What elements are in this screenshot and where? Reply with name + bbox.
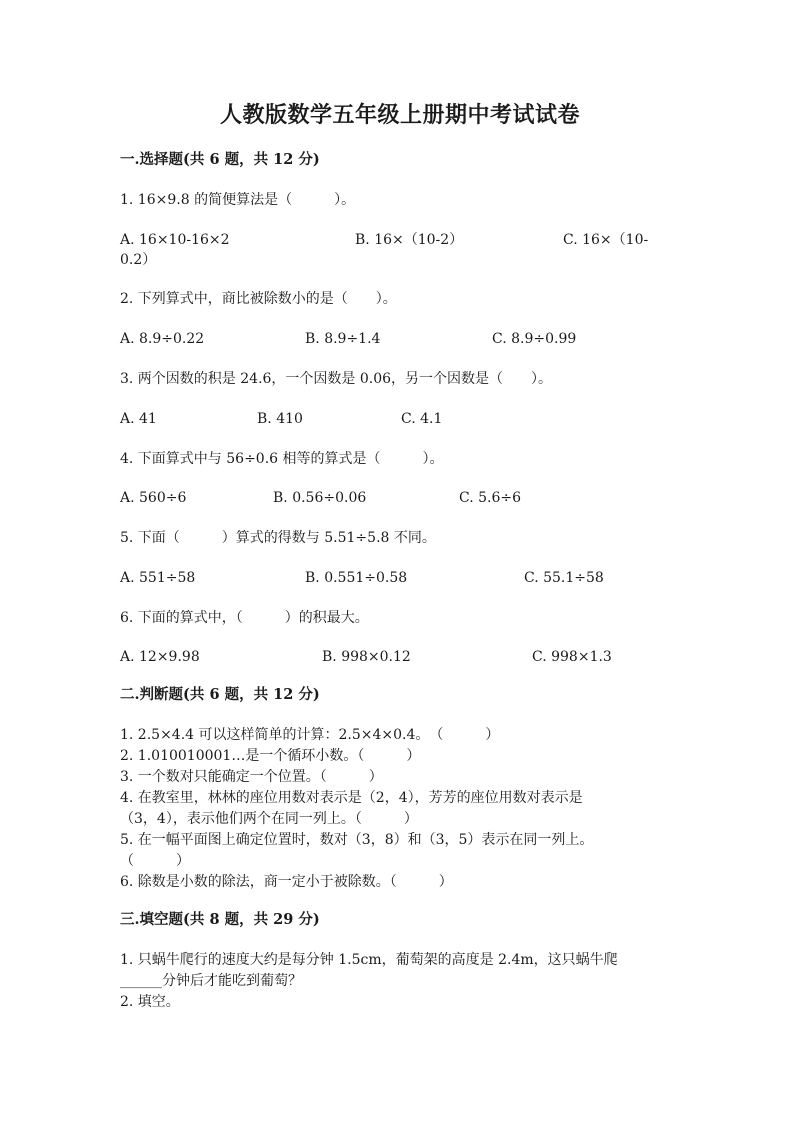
page-title: 人教版数学五年级上册期中考试试卷: [219, 102, 580, 128]
option-a: A. 41: [120, 411, 157, 427]
option-c: C. 8.9÷0.99: [492, 331, 577, 347]
section-heading-choice: 一.选择题(共 6 题，共 12 分): [120, 151, 320, 168]
option-c: C. 998×1.3: [532, 649, 612, 665]
judgement-line: 5. 在一幅平面图上确定位置时，数对（3，8）和（3，5）表示在同一列上。: [120, 832, 594, 848]
option-a: A. 16×10-16×2: [120, 232, 230, 248]
judgement-line: （3，4），表示他们两个在同一列上。（ ）: [120, 811, 418, 827]
fill-in-line: ______分钟后才能吃到葡萄？: [120, 973, 302, 989]
fill-in-line: 1. 只蜗牛爬行的速度大约是每分钟 1.5cm，葡萄架的高度是 2.4m，这只蜗牛爬: [120, 952, 618, 968]
judgement-line: （ ）: [120, 853, 190, 869]
judgement-line: 3. 一个数对只能确定一个位置。（ ）: [120, 769, 383, 785]
option-c: C. 55.1÷58: [524, 570, 604, 586]
option-a: A. 560÷6: [120, 490, 187, 506]
question-stem: 3. 两个因数的积是 24.6，一个因数是 0.06，另一个因数是（ ）。: [120, 371, 553, 387]
option-c: C. 5.6÷6: [459, 490, 522, 506]
judgement-line: 1. 2.5×4.4 可以这样简单的计算：2.5×4×0.4。 （ ）: [120, 727, 500, 743]
option-c: C. 4.1: [401, 411, 443, 427]
option-b: B. 998×0.12: [322, 649, 411, 665]
option-b: B. 0.551÷0.58: [305, 570, 408, 586]
judgement-line: 2. 1.010010001…是一个循环小数。（ ）: [120, 748, 421, 764]
question-stem: 1. 16×9.8 的简便算法是（ ）。: [120, 192, 356, 208]
question-stem: 4. 下面算式中与 56÷0.6 相等的算式是（ ）。: [120, 451, 444, 467]
option-a: A. 8.9÷0.22: [120, 331, 205, 347]
section-heading-fill-in: 三.填空题(共 8 题，共 29 分): [120, 911, 320, 928]
question-stem: 2. 下列算式中，商比被除数小的是（ ）。: [120, 291, 397, 307]
option-b: B. 0.56÷0.06: [273, 490, 367, 506]
option-c-continued: 0.2）: [120, 252, 157, 268]
judgement-line: 6. 除数是小数的除法，商一定小于被除数。（ ）: [120, 874, 453, 890]
judgement-line: 4. 在教室里，林林的座位用数对表示是（2，4），芳芳的座位用数对表示是: [120, 790, 583, 806]
option-a: A. 551÷58: [120, 570, 196, 586]
question-stem: 6. 下面的算式中，（ ）的积最大。: [120, 610, 369, 626]
question-stem: 5. 下面（ ）算式的得数与 5.51÷5.8 不同。: [120, 530, 436, 546]
option-c: C. 16×（10-: [563, 232, 649, 248]
option-b: B. 410: [257, 411, 303, 427]
section-heading-judgement: 二.判断题(共 6 题，共 12 分): [120, 686, 320, 703]
option-b: B. 8.9÷1.4: [305, 331, 381, 347]
fill-in-line: 2. 填空。: [120, 994, 180, 1010]
option-b: B. 16×（10-2）: [355, 232, 464, 248]
option-a: A. 12×9.98: [120, 649, 200, 665]
